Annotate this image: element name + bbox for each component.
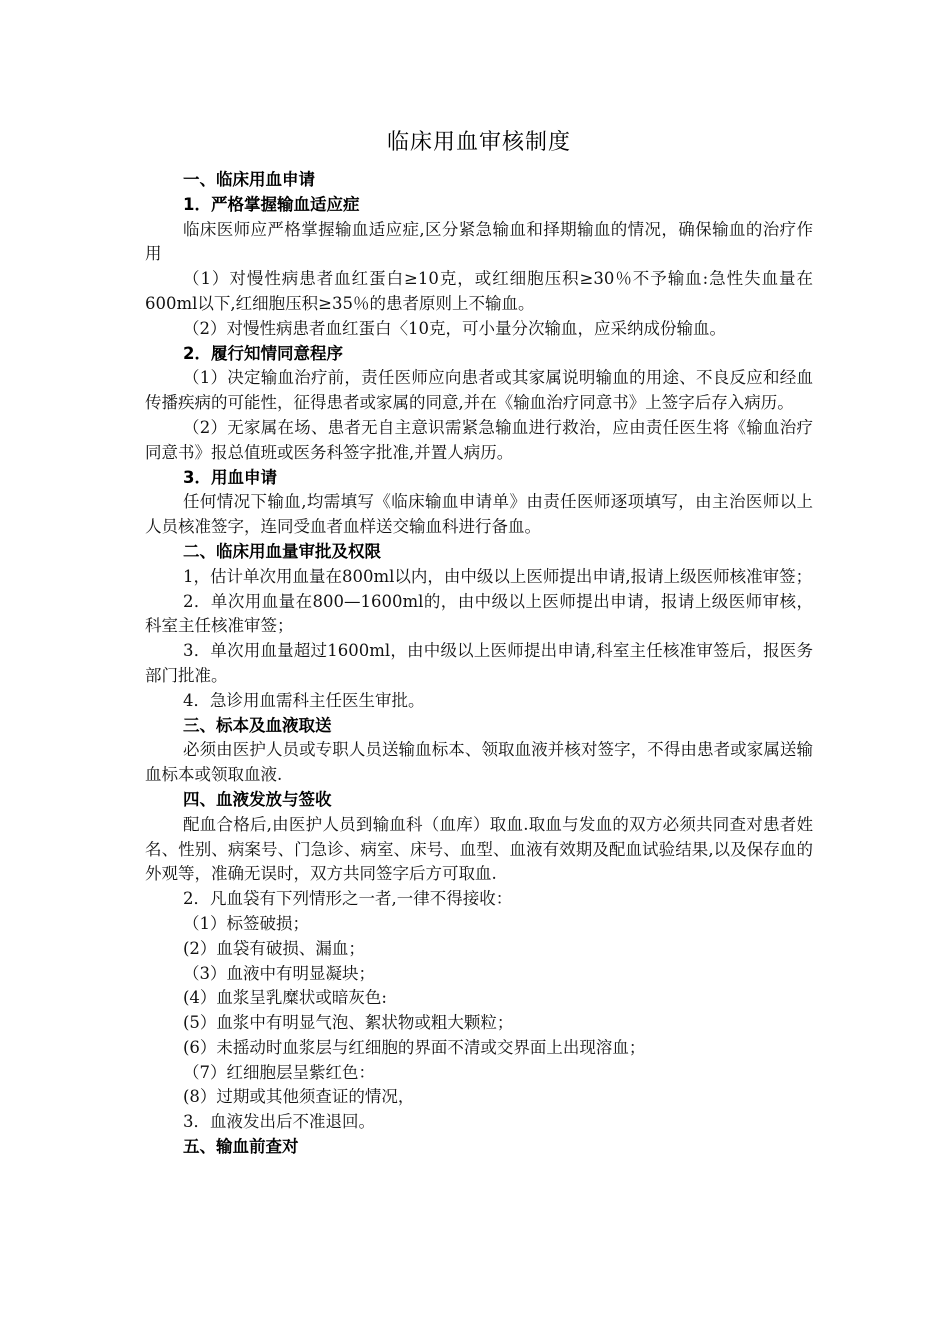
list-item: (4）血浆呈乳糜状或暗灰色: [183,988,387,1008]
paragraph: 配血合格后,由医护人员到输血科（血库）取血.取血与发血的双方必须共同查对患者姓名、性别、病案号、门急诊、病室、床号、血型、血液有效期及配血试验结果,以及保存血的外观等，准确无误时，双方共同签字后方可取血. [145,814,813,884]
paragraph: （2）对慢性病患者血红蛋白〈10克，可小量分次输血，应采纳成份输血。 [183,318,726,338]
paragraph: 3．血液发出后不准退回。 [183,1112,375,1132]
paragraph: 临床医师应严格掌握输血适应症,区分紧急输血和择期输血的情况，确保输血的治疗作用 [145,219,813,264]
list-item: （7）红细胞层呈紫红色： [183,1062,375,1082]
subheading-consent: 2．履行知情同意程序 [183,343,343,363]
section-heading-3: 三、标本及血液取送 [183,715,332,735]
list-item: (6）未摇动时血浆层与红细胞的界面不清或交界面上出现溶血； [183,1037,646,1057]
section-heading-2: 二、临床用血量审批及权限 [183,541,381,561]
list-item: (2）血袋有破损、漏血； [183,938,365,958]
section-heading-4: 四、血液发放与签收 [183,789,332,809]
list-item: (5）血浆中有明显气泡、絮状物或粗大颗粒； [183,1013,514,1033]
paragraph: （1）决定输血治疗前，责任医师应向患者或其家属说明输血的用途、不良反应和经血传播疾病的可能性，征得患者或家属的同意,并在《输血治疗同意书》上签字后存入病历。 [145,368,813,413]
paragraph: 4．急诊用血需科主任医生审批。 [183,690,425,710]
paragraph: 必须由医护人员或专职人员送输血标本、领取血液并核对签字，不得由患者或家属送输血标本或领取血液. [145,740,813,785]
paragraph: 1，估计单次用血量在800ml以内，由中级以上医师提出申请,报请上级医师核准审签； [183,566,813,586]
subheading-request: 3．用血申请 [183,467,277,487]
list-item: (8）过期或其他须查证的情况， [183,1087,415,1107]
paragraph: 2．单次用血量在800—1600ml的，由中级以上医师提出申请，报请上级医师审核，科室主任核准审签； [145,591,813,636]
paragraph: 3．单次用血量超过1600ml，由中级以上医师提出申请,科室主任核准审签后，报医务部门批准。 [145,641,813,685]
list-item: （1）标签破损； [183,913,309,933]
list-item: （3）血液中有明显凝块； [183,963,375,983]
page-title: 临床用血审核制度 [386,130,571,155]
section-heading-1: 一、临床用血申请 [183,170,315,189]
paragraph: （2）无家属在场、患者无自主意识需紧急输血进行救治，应由责任医生将《输血治疗同意书》报总值班或医务科签字批准,并置人病历。 [145,417,813,462]
document-page [145,128,813,1160]
paragraph: 2．凡血袋有下列情形之一者,一律不得接收： [183,889,513,909]
subheading-indications: 1．严格掌握输血适应症 [183,194,360,214]
paragraph: 任何情况下输血,均需填写《临床输血申请单》由责任医师逐项填写，由主治医师以上人员核准签字，连同受血者血样送交输血科进行备血。 [145,492,813,537]
paragraph: （1）对慢性病患者血红蛋白≥10克，或红细胞压积≥30％不予输血:急性失血量在600ml以下,红细胞压积≥35％的患者原则上不输血。 [145,269,813,313]
section-heading-5: 五、输血前查对 [183,1137,299,1157]
